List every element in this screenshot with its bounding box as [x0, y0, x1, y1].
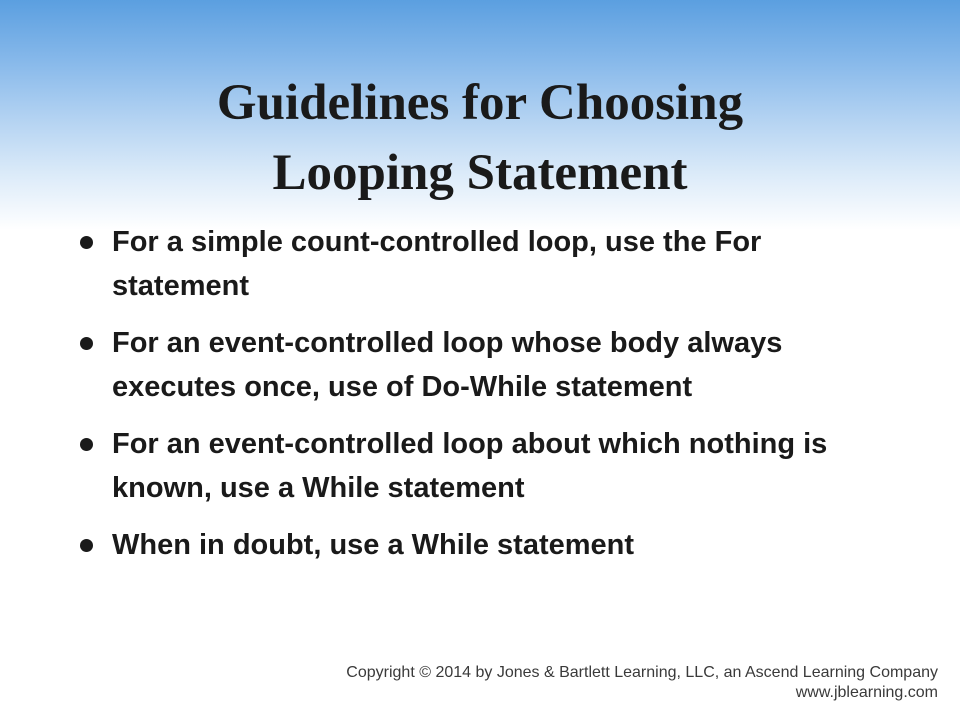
publisher-url: www.jblearning.com	[795, 684, 938, 701]
bullet-text: For an event-controlled loop whose body always executes once, use of Do-While statement	[112, 327, 783, 403]
slide-title-line-2: Looping Statement	[272, 145, 688, 201]
copyright-notice	[346, 663, 938, 703]
bullet-dot-icon	[80, 539, 93, 552]
slide-title-line-1: Guidelines for Choosing	[216, 75, 744, 131]
bullet-text: For a simple count-controlled loop, use the For statement	[112, 226, 762, 302]
slide-title	[80, 68, 880, 208]
bullet-dot-icon	[80, 236, 93, 249]
bullet-text: For an event-controlled loop about which nothing is known, use a While statement	[112, 428, 828, 504]
bullet-dot-icon	[80, 438, 93, 451]
bullet-text: When in doubt, use a While statement	[112, 529, 635, 561]
bullet-item	[78, 422, 898, 510]
bullet-item	[78, 321, 898, 409]
bullet-dot-icon	[80, 337, 93, 350]
copyright-text: Copyright © 2014 by Jones & Bartlett Learning, LLC, an Ascend Learning Company	[346, 664, 938, 681]
bullet-item	[78, 523, 898, 567]
bullet-list	[78, 220, 898, 580]
bullet-item	[78, 220, 898, 308]
